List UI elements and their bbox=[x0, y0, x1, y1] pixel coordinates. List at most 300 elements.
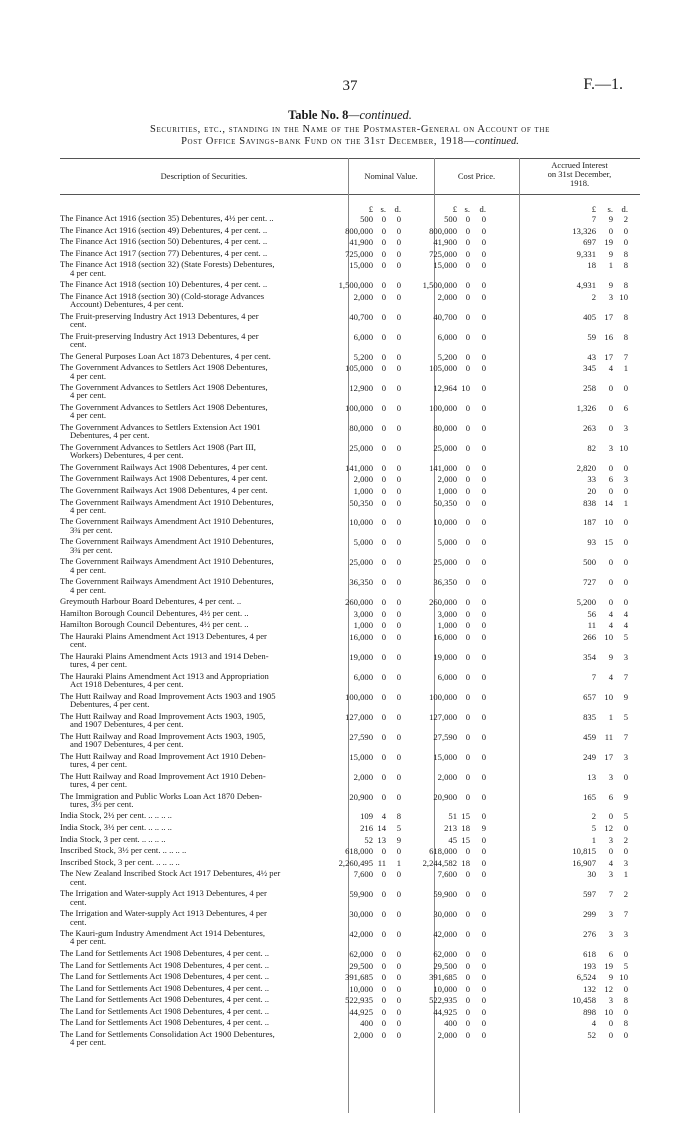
security-description bbox=[60, 609, 342, 617]
accrued-interest-pounds: 727 bbox=[583, 577, 596, 588]
nominal-value-pounds: 42,000 bbox=[349, 929, 373, 940]
cost-price-pence: 0 bbox=[481, 1006, 486, 1017]
subtitle-line-2 bbox=[60, 136, 640, 148]
accrued-interest-pence: 0 bbox=[623, 846, 628, 857]
cost-unit-shillings: s. bbox=[464, 204, 470, 214]
header-accrued-interest bbox=[519, 161, 640, 188]
nominal-value-pence: 1 bbox=[396, 857, 401, 868]
accrued-interest-pounds: 7 bbox=[591, 671, 596, 682]
cost-price-pence: 0 bbox=[481, 311, 486, 322]
accrued-interest-pence: 8 bbox=[623, 311, 628, 322]
description-line-2: cent. bbox=[70, 876, 87, 887]
cost-price-pounds: 1,000 bbox=[437, 485, 457, 496]
accrued-interest-shillings: 7 bbox=[608, 889, 613, 900]
nominal-value-shillings: 13 bbox=[377, 834, 386, 845]
cost-price-pounds: 40,700 bbox=[433, 311, 457, 322]
accrued-interest-shillings: 1 bbox=[608, 260, 613, 271]
nominal-value-pence: 0 bbox=[396, 557, 401, 568]
nominal-value-pence: 0 bbox=[396, 363, 401, 374]
cost-price-pounds: 30,000 bbox=[433, 909, 457, 920]
nominal-value-pence: 0 bbox=[396, 403, 401, 413]
nominal-value-pounds: 1,000 bbox=[353, 620, 373, 631]
description-line-1: The Hutt Railway and Road Improvement Act 1910 Deben- bbox=[60, 750, 266, 761]
accrued-interest-pence: 2 bbox=[623, 834, 628, 845]
description-line-2: tures, 4 per cent. bbox=[70, 778, 128, 789]
nominal-value-pence: 0 bbox=[396, 791, 401, 802]
cost-price-shillings: 0 bbox=[465, 651, 470, 662]
nominal-value-pence: 0 bbox=[396, 280, 401, 291]
nominal-value-pounds: 59,900 bbox=[349, 889, 373, 900]
accrued-interest-pence: 0 bbox=[623, 383, 628, 394]
nominal-value-shillings: 0 bbox=[381, 608, 386, 619]
nominal-value-pounds: 30,000 bbox=[349, 909, 373, 920]
nominal-value-pounds: 105,000 bbox=[345, 363, 373, 374]
cost-price-pounds: 2,000 bbox=[437, 474, 457, 485]
accrued-interest-pence: 0 bbox=[623, 462, 628, 473]
security-description bbox=[60, 835, 342, 843]
description-line-1: The Finance Act 1918 (section 10) Debentures, 4 per cent. .. bbox=[60, 279, 268, 290]
accrued-interest-pounds: 193 bbox=[583, 960, 596, 971]
cost-price-pounds: 6,000 bbox=[437, 671, 457, 682]
accrued-interest-pounds: 10,458 bbox=[572, 995, 596, 1006]
accrued-interest-shillings: 11 bbox=[604, 731, 613, 742]
nominal-value-shillings: 0 bbox=[381, 474, 386, 485]
header-accrued-interest-line-3: 1918. bbox=[569, 178, 590, 188]
accrued-interest-shillings: 4 bbox=[608, 608, 613, 619]
nominal-value-pounds: 2,260,495 bbox=[338, 857, 373, 868]
description-line-1: The Hutt Railway and Road Improvement Acts 1903, 1905, bbox=[60, 730, 266, 741]
accrued-interest-pence: 0 bbox=[623, 577, 628, 588]
security-description bbox=[60, 984, 342, 992]
accrued-interest-pence: 5 bbox=[623, 631, 628, 642]
accrued-interest-pounds: 898 bbox=[583, 1006, 596, 1017]
security-description bbox=[60, 995, 342, 1003]
table-title-continued: —continued. bbox=[348, 108, 412, 122]
nominal-value-shillings: 0 bbox=[381, 1006, 386, 1017]
security-description bbox=[60, 1018, 342, 1026]
description-line-1: India Stock, 3 per cent. .. .. .. .. bbox=[60, 833, 166, 844]
cost-price-pounds: 15,000 bbox=[433, 260, 457, 271]
accrued-interest-pounds: 618 bbox=[583, 949, 596, 959]
accrued-interest-pence: 0 bbox=[623, 597, 628, 608]
header-description: Description of Securities. bbox=[160, 171, 248, 181]
nominal-value-pounds: 522,935 bbox=[345, 995, 373, 1006]
description-line-1: The Irrigation and Water-supply Act 1913 Debentures, 4 per bbox=[60, 888, 267, 899]
nominal-value-pounds: 19,000 bbox=[349, 651, 373, 662]
cost-price-shillings: 0 bbox=[465, 691, 470, 702]
cost-price-shillings: 0 bbox=[465, 403, 470, 413]
cost-price-pence: 9 bbox=[481, 823, 486, 833]
nominal-value-pence: 0 bbox=[396, 972, 401, 983]
nominal-value-shillings: 0 bbox=[381, 311, 386, 322]
cost-price-shillings: 0 bbox=[465, 577, 470, 588]
nominal-value-shillings: 0 bbox=[381, 260, 386, 271]
description-line-1: The Land for Settlements Act 1908 Debentures, 4 per cent. .. bbox=[60, 1017, 270, 1028]
accrued-interest-pence: 10 bbox=[619, 442, 628, 453]
security-description bbox=[60, 846, 342, 854]
description-line-1: Hamilton Borough Council Debentures, 4½ per cent. .. bbox=[60, 619, 249, 630]
security-description bbox=[60, 463, 342, 471]
accrued-interest-pence: 0 bbox=[623, 237, 628, 248]
security-description bbox=[60, 280, 342, 288]
cost-price-shillings: 0 bbox=[465, 517, 470, 528]
cost-price-shillings: 0 bbox=[465, 237, 470, 248]
cost-price-shillings: 0 bbox=[465, 671, 470, 682]
description-line-1: The Government Railways Act 1908 Debentures, 4 per cent. bbox=[60, 461, 268, 472]
cost-price-pounds: 10,000 bbox=[433, 517, 457, 528]
security-description bbox=[60, 909, 342, 926]
accrued-interest-shillings: 12 bbox=[604, 823, 613, 833]
accrued-interest-pence: 0 bbox=[623, 771, 628, 782]
table-subtitle bbox=[60, 124, 640, 148]
accrued-interest-pounds: 11 bbox=[587, 620, 596, 631]
accrued-interest-pence: 3 bbox=[623, 474, 628, 485]
accrued-interest-pounds: 500 bbox=[583, 557, 596, 568]
nominal-value-pounds: 5,200 bbox=[353, 351, 373, 362]
nominal-value-shillings: 0 bbox=[381, 331, 386, 342]
header-cost-price: Cost Price. bbox=[457, 171, 496, 181]
nominal-value-shillings: 0 bbox=[381, 960, 386, 971]
description-line-2: Workers) Debentures, 4 per cent. bbox=[70, 450, 184, 461]
accrued-interest-pence: 0 bbox=[623, 983, 628, 994]
accrued-interest-pounds: 2 bbox=[591, 811, 596, 822]
accrued-interest-pence: 8 bbox=[623, 248, 628, 259]
nominal-value-pence: 0 bbox=[396, 1018, 401, 1029]
cost-price-shillings: 0 bbox=[465, 351, 470, 362]
description-line-1: The Government Advances to Settlers Act 1908 Debentures, bbox=[60, 362, 268, 373]
accrued-interest-shillings: 6 bbox=[608, 474, 613, 485]
nominal-value-shillings: 0 bbox=[381, 403, 386, 413]
cost-price-shillings: 0 bbox=[465, 331, 470, 342]
nominal-value-pounds: 6,000 bbox=[353, 331, 373, 342]
accrued-interest-shillings: 4 bbox=[608, 671, 613, 682]
description-line-1: The Government Advances to Settlers Act 1908 Debentures, bbox=[60, 382, 268, 393]
nominal-value-pounds: 2,000 bbox=[353, 474, 373, 485]
nominal-value-shillings: 0 bbox=[381, 442, 386, 453]
accrued-interest-pounds: 299 bbox=[583, 909, 596, 920]
nominal-value-shillings: 0 bbox=[381, 485, 386, 496]
table-title bbox=[0, 108, 700, 123]
nominal-value-pounds: 127,000 bbox=[345, 711, 373, 722]
accrued-interest-shillings: 0 bbox=[608, 422, 613, 433]
cost-price-pounds: 45 bbox=[448, 834, 457, 845]
nominal-value-shillings: 0 bbox=[381, 983, 386, 994]
accrued-interest-pounds: 354 bbox=[583, 651, 596, 662]
nominal-value-shillings: 0 bbox=[381, 225, 386, 236]
cost-unit-pound: £ bbox=[452, 204, 457, 214]
description-line-2: tures, 4 per cent. bbox=[70, 659, 128, 670]
nominal-value-pence: 0 bbox=[396, 474, 401, 485]
description-line-1: The Government Railways Amendment Act 1910 Debentures, bbox=[60, 576, 274, 587]
nominal-value-pence: 0 bbox=[396, 311, 401, 322]
column-separator bbox=[519, 158, 520, 1113]
security-description bbox=[60, 352, 342, 360]
security-description bbox=[60, 772, 342, 789]
cost-price-pence: 0 bbox=[481, 442, 486, 453]
description-line-1: The New Zealand Inscribed Stock Act 1917 Debentures, 4½ per bbox=[60, 868, 281, 879]
description-line-1: The Finance Act 1918 (section 30) (Cold-storage Advances bbox=[60, 290, 265, 301]
description-line-1: The Land for Settlements Act 1908 Debentures, 4 per cent. .. bbox=[60, 994, 270, 1005]
accrued-interest-pounds: 82 bbox=[587, 442, 596, 453]
security-description bbox=[60, 474, 342, 482]
accrued-interest-pence: 0 bbox=[623, 225, 628, 236]
accrued-interest-pounds: 20 bbox=[587, 485, 596, 496]
nominal-value-pounds: 100,000 bbox=[345, 403, 373, 413]
cost-price-pence: 0 bbox=[481, 383, 486, 394]
cost-price-pounds: 127,000 bbox=[429, 711, 457, 722]
nominal-value-pounds: 20,900 bbox=[349, 791, 373, 802]
nominal-value-pence: 9 bbox=[396, 834, 401, 845]
cost-price-pounds: 2,000 bbox=[437, 1029, 457, 1040]
accrued-interest-shillings: 6 bbox=[608, 949, 613, 959]
nominal-value-pounds: 16,000 bbox=[349, 631, 373, 642]
cost-price-pounds: 3,000 bbox=[437, 608, 457, 619]
cost-price-pounds: 51 bbox=[448, 811, 457, 822]
description-line-1: India Stock, 2½ per cent. .. .. .. .. bbox=[60, 810, 172, 821]
nominal-value-pence: 0 bbox=[396, 949, 401, 959]
description-line-1: The Immigration and Public Works Loan Act 1870 Deben- bbox=[60, 790, 263, 801]
nominal-value-pence: 0 bbox=[396, 889, 401, 900]
accrued-interest-shillings: 3 bbox=[608, 929, 613, 940]
accrued-interest-shillings: 4 bbox=[608, 620, 613, 631]
nominal-value-shillings: 0 bbox=[381, 1029, 386, 1040]
cost-price-pence: 0 bbox=[481, 620, 486, 631]
cost-price-pence: 0 bbox=[481, 608, 486, 619]
cost-price-pence: 0 bbox=[481, 363, 486, 374]
cost-price-pence: 0 bbox=[481, 909, 486, 920]
subtitle-line-1: Securities, etc., standing in the Name of the Postmaster-General on Account of the bbox=[150, 124, 550, 135]
cost-price-pounds: 80,000 bbox=[433, 422, 457, 433]
cost-price-pence: 0 bbox=[481, 577, 486, 588]
accrued-interest-pounds: 165 bbox=[583, 791, 596, 802]
nominal-value-shillings: 0 bbox=[381, 248, 386, 259]
nominal-value-pounds: 618,000 bbox=[345, 846, 373, 857]
accrued-interest-pence: 8 bbox=[623, 260, 628, 271]
nominal-value-pence: 0 bbox=[396, 225, 401, 236]
description-line-1: The Government Railways Act 1908 Debentures, 4 per cent. bbox=[60, 473, 268, 484]
nominal-value-pounds: 6,000 bbox=[353, 671, 373, 682]
cost-price-shillings: 0 bbox=[465, 214, 470, 224]
accrued-interest-shillings: 10 bbox=[604, 517, 613, 528]
cost-price-pence: 0 bbox=[481, 972, 486, 983]
accrued-interest-shillings: 0 bbox=[608, 1018, 613, 1029]
cost-price-pounds: 7,600 bbox=[437, 869, 457, 880]
security-description bbox=[60, 961, 342, 969]
cost-price-shillings: 0 bbox=[465, 248, 470, 259]
cost-price-shillings: 0 bbox=[465, 537, 470, 548]
security-description bbox=[60, 1007, 342, 1015]
cost-price-pounds: 725,000 bbox=[429, 248, 457, 259]
nominal-value-pounds: 12,900 bbox=[349, 383, 373, 394]
accrued-interest-pence: 3 bbox=[623, 422, 628, 433]
nominal-value-shillings: 0 bbox=[381, 691, 386, 702]
nominal-value-pounds: 100,000 bbox=[345, 691, 373, 702]
nominal-value-shillings: 0 bbox=[381, 671, 386, 682]
description-line-2: Account) Debentures, 4 per cent. bbox=[70, 299, 184, 310]
nominal-value-shillings: 0 bbox=[381, 557, 386, 568]
cost-price-pence: 0 bbox=[481, 983, 486, 994]
cost-price-pounds: 50,350 bbox=[433, 497, 457, 508]
nominal-value-pounds: 25,000 bbox=[349, 557, 373, 568]
nominal-value-pounds: 80,000 bbox=[349, 422, 373, 433]
nominal-value-pence: 0 bbox=[396, 577, 401, 588]
nominal-value-shillings: 0 bbox=[381, 497, 386, 508]
nominal-value-pence: 0 bbox=[396, 995, 401, 1006]
security-description bbox=[60, 858, 342, 866]
accrued-interest-pounds: 59 bbox=[587, 331, 596, 342]
nominal-value-shillings: 0 bbox=[381, 1018, 386, 1029]
description-line-2: cent. bbox=[70, 319, 87, 330]
cost-price-pence: 0 bbox=[481, 291, 486, 302]
nominal-value-pence: 0 bbox=[396, 731, 401, 742]
security-description bbox=[60, 423, 342, 440]
header-nominal-value: Nominal Value. bbox=[364, 171, 418, 181]
nominal-value-pence: 0 bbox=[396, 331, 401, 342]
accrued-interest-shillings: 6 bbox=[608, 791, 613, 802]
cost-price-shillings: 0 bbox=[465, 751, 470, 762]
security-description bbox=[60, 692, 342, 709]
nominal-value-pounds: 141,000 bbox=[345, 462, 373, 473]
accrued-interest-pounds: 52 bbox=[587, 1029, 596, 1040]
cost-price-pence: 0 bbox=[481, 651, 486, 662]
cost-price-pence: 0 bbox=[481, 260, 486, 271]
cost-price-shillings: 15 bbox=[461, 834, 470, 845]
description-line-1: The Hauraki Plains Amendment Acts 1913 and 1914 Deben- bbox=[60, 650, 269, 661]
cost-price-shillings: 0 bbox=[465, 442, 470, 453]
cost-price-shillings: 0 bbox=[465, 711, 470, 722]
nominal-value-shillings: 0 bbox=[381, 791, 386, 802]
cost-price-shillings: 0 bbox=[465, 995, 470, 1006]
cost-price-pounds: 62,000 bbox=[433, 949, 457, 959]
nominal-value-shillings: 0 bbox=[381, 351, 386, 362]
nominal-value-pounds: 44,925 bbox=[349, 1006, 373, 1017]
security-description bbox=[60, 929, 342, 946]
accrued-interest-shillings: 19 bbox=[604, 960, 613, 971]
cost-price-shillings: 0 bbox=[465, 771, 470, 782]
security-description bbox=[60, 249, 342, 257]
description-line-1: The Land for Settlements Consolidation Act 1900 Debentures, bbox=[60, 1028, 275, 1039]
cost-price-shillings: 0 bbox=[465, 846, 470, 857]
nominal-value-pence: 0 bbox=[396, 671, 401, 682]
accrued-interest-pence: 3 bbox=[623, 751, 628, 762]
nominal-value-pounds: 29,500 bbox=[349, 960, 373, 971]
nominal-value-pounds: 40,700 bbox=[349, 311, 373, 322]
nominal-value-pounds: 52 bbox=[364, 834, 373, 845]
accrued-interest-shillings: 3 bbox=[608, 291, 613, 302]
nominal-value-pence: 0 bbox=[396, 960, 401, 971]
description-line-2: cent. bbox=[70, 639, 87, 650]
cost-price-pence: 0 bbox=[481, 691, 486, 702]
accrued-interest-pounds: 657 bbox=[583, 691, 596, 702]
cost-price-pounds: 2,244,582 bbox=[422, 857, 457, 868]
accrued-interest-pence: 10 bbox=[619, 972, 628, 983]
nominal-value-pence: 0 bbox=[396, 691, 401, 702]
nominal-value-pence: 0 bbox=[396, 620, 401, 631]
accrued-interest-shillings: 3 bbox=[608, 834, 613, 845]
accrued-interest-pence: 1 bbox=[623, 497, 628, 508]
nominal-value-pence: 0 bbox=[396, 537, 401, 548]
nominal-value-shillings: 0 bbox=[381, 972, 386, 983]
cost-price-shillings: 0 bbox=[465, 791, 470, 802]
header-top-rule bbox=[60, 158, 640, 159]
cost-price-shillings: 0 bbox=[465, 631, 470, 642]
nominal-value-pence: 0 bbox=[396, 517, 401, 528]
accrued-interest-pounds: 93 bbox=[587, 537, 596, 548]
cost-price-pence: 0 bbox=[481, 597, 486, 608]
cost-price-pence: 0 bbox=[481, 485, 486, 496]
accrued-interest-pence: 6 bbox=[623, 403, 628, 413]
description-line-1: The Land for Settlements Act 1908 Debentures, 4 per cent. .. bbox=[60, 1005, 270, 1016]
accrued-interest-pence: 4 bbox=[623, 620, 628, 631]
cost-price-pounds: 213 bbox=[444, 823, 457, 833]
security-description bbox=[60, 949, 342, 957]
nominal-value-pence: 0 bbox=[396, 929, 401, 940]
cost-price-shillings: 0 bbox=[465, 291, 470, 302]
cost-price-pence: 0 bbox=[481, 771, 486, 782]
cost-price-pence: 0 bbox=[481, 857, 486, 868]
nominal-value-pounds: 10,000 bbox=[349, 983, 373, 994]
nominal-value-shillings: 0 bbox=[381, 620, 386, 631]
table-title-main: Table No. 8 bbox=[288, 108, 349, 122]
nominal-unit-pence: d. bbox=[394, 204, 401, 214]
nominal-value-pence: 0 bbox=[396, 422, 401, 433]
description-line-2: Debentures, 4 per cent. bbox=[70, 430, 150, 441]
cost-price-shillings: 0 bbox=[465, 972, 470, 983]
cost-price-pounds: 41,900 bbox=[433, 237, 457, 248]
cost-price-pence: 0 bbox=[481, 834, 486, 845]
cost-price-pence: 0 bbox=[481, 811, 486, 822]
accrued-interest-shillings: 4 bbox=[608, 363, 613, 374]
accrued-interest-shillings: 12 bbox=[604, 983, 613, 994]
cost-price-pence: 0 bbox=[481, 960, 486, 971]
description-line-1: The Fruit-preserving Industry Act 1913 Debentures, 4 per bbox=[60, 330, 259, 341]
security-description bbox=[60, 498, 342, 515]
cost-price-pounds: 25,000 bbox=[433, 557, 457, 568]
security-description bbox=[60, 620, 342, 628]
security-description bbox=[60, 823, 342, 831]
security-description bbox=[60, 443, 342, 460]
header-bottom-rule bbox=[60, 194, 640, 195]
accrued-interest-shillings: 0 bbox=[608, 811, 613, 822]
security-description bbox=[60, 486, 342, 494]
nominal-unit-shillings: s. bbox=[380, 204, 386, 214]
accrued-interest-pence: 0 bbox=[623, 537, 628, 548]
security-description bbox=[60, 672, 342, 689]
cost-price-pounds: 25,000 bbox=[433, 442, 457, 453]
cost-price-shillings: 0 bbox=[465, 731, 470, 742]
accrued-interest-pence: 9 bbox=[623, 691, 628, 702]
nominal-value-shillings: 0 bbox=[381, 517, 386, 528]
nominal-value-shillings: 0 bbox=[381, 631, 386, 642]
cost-price-shillings: 0 bbox=[465, 983, 470, 994]
cost-price-pounds: 5,000 bbox=[437, 537, 457, 548]
accrued-interest-pence: 7 bbox=[623, 351, 628, 362]
subtitle-continued: continued. bbox=[474, 136, 519, 147]
description-line-1: The Government Advances to Settlers Extension Act 1901 bbox=[60, 421, 261, 432]
cost-price-shillings: 0 bbox=[465, 949, 470, 959]
cost-price-shillings: 0 bbox=[465, 485, 470, 496]
nominal-value-pounds: 2,000 bbox=[353, 771, 373, 782]
nominal-value-pence: 0 bbox=[396, 751, 401, 762]
accrued-interest-shillings: 3 bbox=[608, 442, 613, 453]
security-description bbox=[60, 363, 342, 380]
accrued-interest-pence: 7 bbox=[623, 909, 628, 920]
nominal-value-shillings: 11 bbox=[377, 857, 386, 868]
nominal-value-pounds: 2,000 bbox=[353, 1029, 373, 1040]
accrued-interest-pence: 4 bbox=[623, 608, 628, 619]
cost-price-pence: 0 bbox=[481, 949, 486, 959]
nominal-unit-pound: £ bbox=[368, 204, 373, 214]
